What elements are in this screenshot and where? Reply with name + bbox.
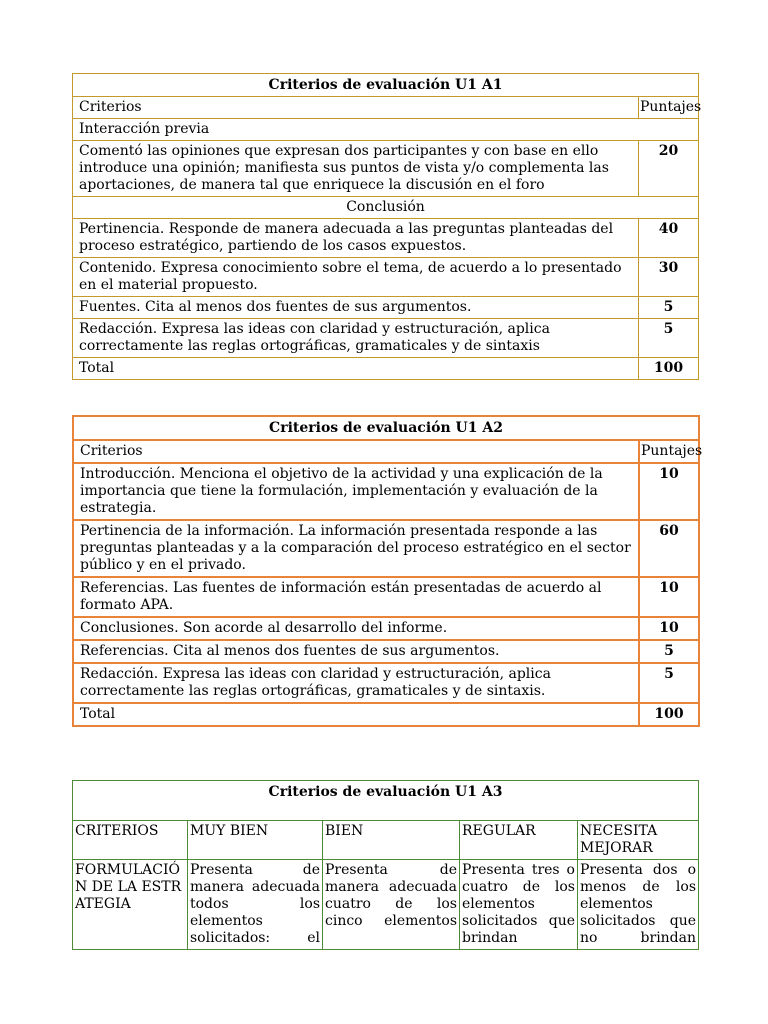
table-row: [73, 463, 699, 520]
table-row: [73, 219, 699, 258]
criterion-points: 10: [639, 577, 699, 617]
criterion-points: 20: [639, 141, 699, 197]
criterion-points: 10: [639, 463, 699, 520]
criterion-text: Introducción. Menciona el objetivo de la actividad y una explicación de la importancia que tiene la formulación, implementación y evaluación de la estrategia.: [73, 463, 639, 520]
header-puntajes: Puntajes: [639, 440, 699, 463]
criterion-text: Referencias. Cita al menos dos fuentes de sus argumentos.: [73, 640, 639, 663]
table-row: [73, 577, 699, 617]
rubric-criterion: FORMULACIÓN DE LA ESTRATEGIA: [73, 860, 188, 950]
rubric-muy-bien: Presenta de manera adecuada todos los elementos solicitados: el: [188, 860, 323, 950]
criterion-points: 30: [639, 258, 699, 297]
total-points: 100: [639, 703, 699, 726]
table-row: [73, 617, 699, 640]
criterion-text: Fuentes. Cita al menos dos fuentes de sus argumentos.: [73, 297, 639, 319]
section-label: Interacción previa: [73, 119, 699, 141]
header-criterios: CRITERIOS: [73, 821, 188, 860]
evaluation-table-a1: [72, 73, 702, 380]
criterion-points: 5: [639, 297, 699, 319]
criterion-text: Pertinencia. Responde de manera adecuada a las preguntas planteadas del proceso estratégico, partiendo de los casos expuestos.: [73, 219, 639, 258]
criterion-text: Conclusiones. Son acorde al desarrollo del informe.: [73, 617, 639, 640]
header-criterios: Criterios: [73, 440, 639, 463]
criterion-points: 5: [639, 663, 699, 703]
criterion-points: 60: [639, 520, 699, 577]
table-title: Criterios de evaluación U1 A3: [73, 781, 699, 821]
rubric-regular: Presenta tres o cuatro de los elementos solicitados que brindan: [460, 860, 578, 950]
table-row: [73, 520, 699, 577]
total-label: Total: [73, 703, 639, 726]
criterion-points: 40: [639, 219, 699, 258]
total-label: Total: [73, 358, 639, 380]
header-regular: REGULAR: [460, 821, 578, 860]
table-title: Criterios de evaluación U1 A2: [73, 416, 699, 440]
rubric-header-row: [73, 821, 699, 860]
header-necesita-mejorar: NECESITA MEJORAR: [578, 821, 699, 860]
criterion-text: Comentó las opiniones que expresan dos participantes y con base en ello introduce una opinión; manifiesta sus puntos de vista y/o complementa las aportaciones, de manera tal que enriquece la discusión en el foro: [73, 141, 639, 197]
header-criterios: Criterios: [73, 97, 639, 119]
criterion-points: 5: [639, 319, 699, 358]
table-row: [73, 297, 699, 319]
table-row: [73, 640, 699, 663]
criterion-text: Contenido. Expresa conocimiento sobre el tema, de acuerdo a lo presentado en el material propuesto.: [73, 258, 639, 297]
evaluation-table-a3: [72, 780, 699, 950]
header-muy-bien: MUY BIEN: [188, 821, 323, 860]
total-points: 100: [639, 358, 699, 380]
criterion-points: 5: [639, 640, 699, 663]
criterion-text: Redacción. Expresa las ideas con claridad y estructuración, aplica correctamente las reglas ortográficas, gramaticales y de sintaxis: [73, 319, 639, 358]
section-label: Conclusión: [73, 197, 699, 219]
table-row: [73, 258, 699, 297]
evaluation-table-a2: [72, 415, 703, 727]
table-row: [73, 663, 699, 703]
table-row: [73, 319, 699, 358]
criterion-text: Pertinencia de la información. La información presentada responde a las preguntas planteadas y a la comparación del proceso estratégico en el sector público y en el privado.: [73, 520, 639, 577]
criterion-points: 10: [639, 617, 699, 640]
criterion-text: Redacción. Expresa las ideas con claridad y estructuración, aplica correctamente las reglas ortográficas, gramaticales y de sintaxis.: [73, 663, 639, 703]
rubric-bien: Presenta de manera adecuada cuatro de los cinco elementos: [323, 860, 460, 950]
table-title: Criterios de evaluación U1 A1: [73, 74, 699, 97]
rubric-necesita-mejorar: Presenta dos o menos de los elementos solicitados que no brindan: [578, 860, 699, 950]
table-row: [73, 860, 699, 950]
header-bien: BIEN: [323, 821, 460, 860]
header-puntajes: Puntajes: [639, 97, 699, 119]
criterion-text: Referencias. Las fuentes de información están presentadas de acuerdo al formato APA.: [73, 577, 639, 617]
